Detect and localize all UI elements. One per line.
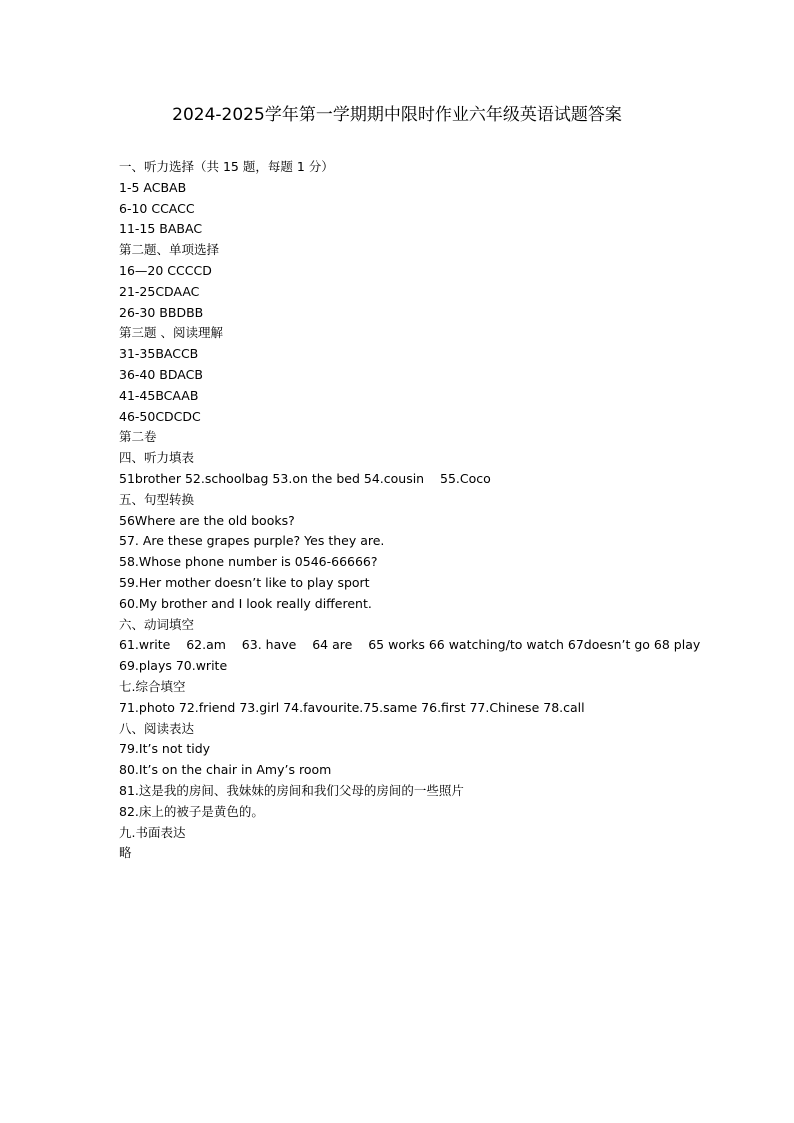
answer-line: 80.It’s on the chair in Amy’s room: [119, 762, 332, 778]
answer-line: 略: [119, 845, 132, 861]
document-title: 2024-2025学年第一学期期中限时作业六年级英语试题答案: [172, 105, 622, 125]
answer-line: 81.这是我的房间、我妹妹的房间和我们父母的房间的一些照片: [119, 782, 464, 798]
answer-line: 21-25CDAAC: [119, 283, 200, 299]
section-heading: 一、听力选择（共 15 题，每题 1 分）: [119, 159, 334, 174]
section-heading: 第三题 、阅读理解: [119, 325, 223, 341]
answer-line: 79.It’s not tidy: [119, 741, 211, 757]
answer-line: 31-35BACCB: [119, 346, 199, 362]
section-heading: 第二卷: [119, 429, 157, 445]
answer-line: 61.write 62.am 63. have 64 are 65 works 66 watching/to watch 67doesn’t go 68 play: [119, 637, 701, 653]
answer-line: 56Where are the old books?: [119, 512, 295, 528]
section-heading: 四、听力填表: [119, 450, 195, 466]
answer-line: 59.Her mother doesn’t like to play sport: [119, 574, 370, 590]
answer-line: 51brother 52.schoolbag 53.on the bed 54.cousin 55.Coco: [119, 470, 491, 486]
answer-line: 6-10 CCACC: [119, 200, 195, 216]
answer-line: 82.床上的被子是黄色的。: [119, 803, 264, 819]
answer-line: 71.photo 72.friend 73.girl 74.favourite.75.same 76.first 77.Chinese 78.call: [119, 699, 585, 715]
section-heading: 六、动词填空: [119, 616, 195, 632]
answer-line: 58.Whose phone number is 0546-66666?: [119, 554, 378, 570]
answer-line: 11-15 BABAC: [119, 221, 203, 237]
section-heading: 五、句型转换: [119, 491, 195, 507]
answer-line: 36-40 BDACB: [119, 366, 203, 382]
answer-line: 57. Are these grapes purple? Yes they are.: [119, 533, 385, 549]
answer-line: 1-5 ACBAB: [119, 179, 187, 195]
section-heading: 七.综合填空: [119, 678, 186, 694]
answer-line: 60.My brother and I look really different.: [119, 595, 372, 611]
answer-line: 41-45BCAAB: [119, 387, 199, 403]
section-heading: 八、阅读表达: [119, 720, 195, 736]
section-heading: 九.书面表达: [119, 824, 186, 840]
answer-line: 16—20 CCCCD: [119, 262, 212, 278]
answer-list: [119, 157, 739, 864]
answer-line: 69.plays 70.write: [119, 658, 228, 674]
answer-line: 46-50CDCDC: [119, 408, 201, 424]
answer-line: 26-30 BBDBB: [119, 304, 204, 320]
section-heading: 第二题、单项选择: [119, 242, 220, 258]
